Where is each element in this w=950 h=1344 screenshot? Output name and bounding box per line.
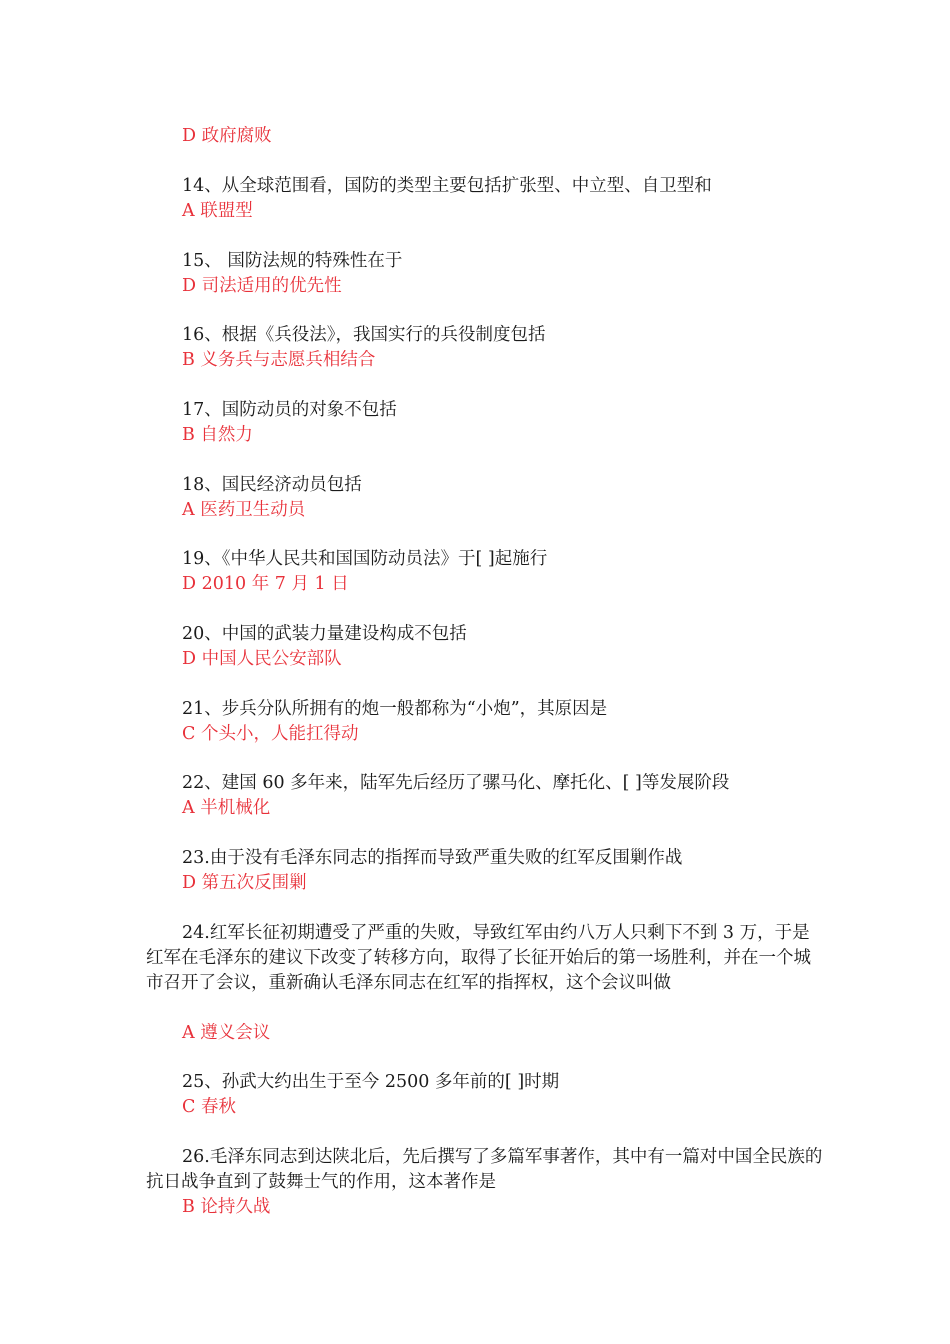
question-text: 18、国民经济动员包括 xyxy=(182,475,362,495)
question-text: 17、国防动员的对象不包括 xyxy=(182,400,397,420)
answer-text: C 个头小，人能扛得动 xyxy=(182,724,359,744)
answer-text: D 中国人民公安部队 xyxy=(182,649,342,669)
question-text: 25、孙武大约出生于至今 2500 多年前的[ ]时期 xyxy=(182,1072,560,1092)
answer-text: D 2010 年 7 月 1 日 xyxy=(182,574,349,594)
answer-text: C 春秋 xyxy=(182,1097,236,1117)
question-text: 21、步兵分队所拥有的炮一般都称为“小炮”，其原因是 xyxy=(182,699,608,719)
question-text: 22、建国 60 多年来，陆军先后经历了骡马化、摩托化、[ ]等发展阶段 xyxy=(182,773,730,793)
question-paragraph: 26.毛泽东同志到达陕北后，先后撰写了多篇军事著作，其中有一篇对中国全民族的抗日战争直到了鼓舞士气的作用，这本著作是 xyxy=(146,1147,823,1192)
answer-text: B 义务兵与志愿兵相结合 xyxy=(182,350,376,370)
answer-text: A 医药卫生动员 xyxy=(182,500,306,520)
answer-text: A 半机械化 xyxy=(182,798,271,818)
answer-text: D 政府腐败 xyxy=(182,126,272,146)
question-text: 19、《中华人民共和国国防动员法》于[ ]起施行 xyxy=(182,549,548,569)
answer-text: A 联盟型 xyxy=(182,201,253,221)
question-paragraph: 24.红军长征初期遭受了严重的失败，导致红军由约八万人只剩下不到 3 万，于是红军在毛泽东的建议下改变了转移方向，取得了长征开始后的第一场胜利，并在一个城市召开了会议，重新确认毛泽东同志在红军的指挥权，这个会议叫做 xyxy=(146,923,811,993)
answer-text: D 第五次反围剿 xyxy=(182,873,307,893)
answer-text: B 论持久战 xyxy=(182,1197,271,1217)
answer-text: B 自然力 xyxy=(182,425,253,445)
question-text: 14、从全球范围看，国防的类型主要包括扩张型、中立型、自卫型和 xyxy=(182,176,712,196)
answer-text: A 遵义会议 xyxy=(182,1023,271,1043)
question-text: 15、 国防法规的特殊性在于 xyxy=(182,251,403,271)
question-text: 23.由于没有毛泽东同志的指挥而导致严重失败的红军反围剿作战 xyxy=(182,848,683,868)
question-text: 20、中国的武装力量建设构成不包括 xyxy=(182,624,467,644)
question-text: 16、根据《兵役法》，我国实行的兵役制度包括 xyxy=(182,325,546,345)
answer-text: D 司法适用的优先性 xyxy=(182,276,342,296)
